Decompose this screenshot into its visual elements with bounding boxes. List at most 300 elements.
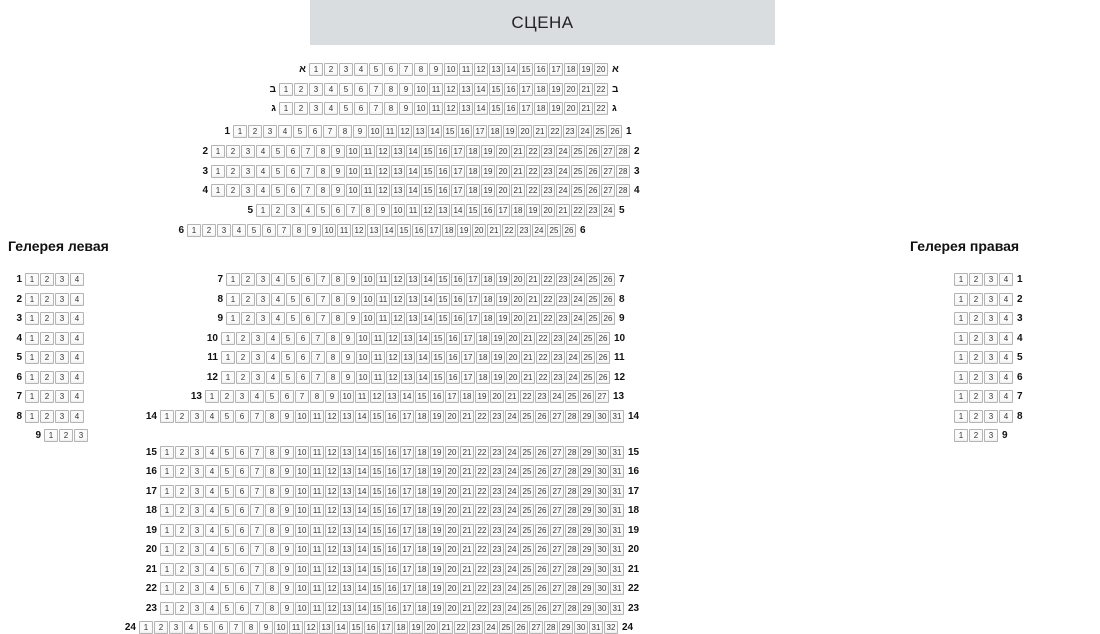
seat[interactable]: 3 xyxy=(984,429,998,442)
seat[interactable]: 9 xyxy=(280,465,294,478)
seat[interactable]: 17 xyxy=(400,446,414,459)
seat[interactable]: 22 xyxy=(536,371,550,384)
seat[interactable]: 17 xyxy=(400,410,414,423)
seat[interactable]: 1 xyxy=(160,446,174,459)
seat[interactable]: 27 xyxy=(550,446,564,459)
seat[interactable]: 18 xyxy=(415,446,429,459)
seat[interactable]: 28 xyxy=(616,165,630,178)
seat[interactable]: 27 xyxy=(550,582,564,595)
seat[interactable]: 16 xyxy=(451,293,465,306)
seat[interactable]: 7 xyxy=(250,582,264,595)
seat[interactable]: 29 xyxy=(580,410,594,423)
seat[interactable]: 11 xyxy=(371,351,385,364)
seat[interactable]: 3 xyxy=(190,602,204,615)
seat[interactable]: 12 xyxy=(376,145,390,158)
seat[interactable]: 10 xyxy=(414,83,428,96)
seat[interactable]: 2 xyxy=(241,312,255,325)
seat[interactable]: 15 xyxy=(370,543,384,556)
seat[interactable]: 6 xyxy=(331,204,345,217)
seat[interactable]: 29 xyxy=(580,465,594,478)
seat[interactable]: 23 xyxy=(490,582,504,595)
seat[interactable]: 23 xyxy=(490,446,504,459)
seat[interactable]: 11 xyxy=(376,273,390,286)
seat[interactable]: 6 xyxy=(296,332,310,345)
seat[interactable]: 18 xyxy=(476,351,490,364)
seat[interactable]: 24 xyxy=(556,145,570,158)
seat[interactable]: 29 xyxy=(580,602,594,615)
seat[interactable]: 6 xyxy=(235,563,249,576)
seat[interactable]: 16 xyxy=(385,582,399,595)
seat[interactable]: 5 xyxy=(369,63,383,76)
seat[interactable]: 5 xyxy=(220,602,234,615)
seat[interactable]: 1 xyxy=(954,410,968,423)
seat[interactable]: 27 xyxy=(595,390,609,403)
seat[interactable]: 14 xyxy=(382,224,396,237)
seat[interactable]: 11 xyxy=(310,602,324,615)
seat[interactable]: 17 xyxy=(461,371,475,384)
seat[interactable]: 16 xyxy=(385,602,399,615)
seat[interactable]: 12 xyxy=(391,273,405,286)
seat[interactable]: 11 xyxy=(376,293,390,306)
seat[interactable]: 10 xyxy=(295,504,309,517)
seat[interactable]: 3 xyxy=(55,390,69,403)
seat[interactable]: 9 xyxy=(331,145,345,158)
seat[interactable]: 17 xyxy=(427,224,441,237)
seat[interactable]: 3 xyxy=(984,273,998,286)
seat[interactable]: 23 xyxy=(490,465,504,478)
seat[interactable]: 1 xyxy=(233,125,247,138)
seat[interactable]: 7 xyxy=(311,351,325,364)
seat[interactable]: 21 xyxy=(533,125,547,138)
seat[interactable]: 12 xyxy=(325,543,339,556)
seat[interactable]: 22 xyxy=(526,165,540,178)
seat[interactable]: 13 xyxy=(391,184,405,197)
seat[interactable]: 6 xyxy=(262,224,276,237)
seat[interactable]: 4 xyxy=(205,524,219,537)
seat[interactable]: 20 xyxy=(445,524,459,537)
seat[interactable]: 2 xyxy=(220,390,234,403)
seat[interactable]: 3 xyxy=(256,273,270,286)
seat[interactable]: 19 xyxy=(491,332,505,345)
seat[interactable]: 3 xyxy=(55,410,69,423)
seat[interactable]: 8 xyxy=(265,582,279,595)
seat[interactable]: 6 xyxy=(384,63,398,76)
seat[interactable]: 5 xyxy=(220,446,234,459)
seat[interactable]: 4 xyxy=(266,332,280,345)
seat[interactable]: 14 xyxy=(421,293,435,306)
seat[interactable]: 2 xyxy=(175,485,189,498)
seat[interactable]: 20 xyxy=(541,204,555,217)
seat[interactable]: 31 xyxy=(610,582,624,595)
seat[interactable]: 14 xyxy=(416,332,430,345)
seat[interactable]: 7 xyxy=(250,563,264,576)
seat[interactable]: 17 xyxy=(473,125,487,138)
seat[interactable]: 17 xyxy=(445,390,459,403)
seat[interactable]: 22 xyxy=(536,351,550,364)
seat[interactable]: 3 xyxy=(309,83,323,96)
seat[interactable]: 20 xyxy=(506,332,520,345)
seat[interactable]: 29 xyxy=(580,563,594,576)
seat[interactable]: 21 xyxy=(511,165,525,178)
seat[interactable]: 9 xyxy=(399,83,413,96)
seat[interactable]: 13 xyxy=(340,465,354,478)
seat[interactable]: 15 xyxy=(431,371,445,384)
seat[interactable]: 23 xyxy=(551,371,565,384)
seat[interactable]: 9 xyxy=(280,524,294,537)
seat[interactable]: 17 xyxy=(466,273,480,286)
seat[interactable]: 1 xyxy=(211,184,225,197)
seat[interactable]: 31 xyxy=(610,504,624,517)
seat[interactable]: 24 xyxy=(484,621,498,634)
seat[interactable]: 1 xyxy=(954,371,968,384)
seat[interactable]: 20 xyxy=(445,465,459,478)
seat[interactable]: 25 xyxy=(520,485,534,498)
seat[interactable]: 21 xyxy=(460,446,474,459)
seat[interactable]: 21 xyxy=(460,563,474,576)
seat[interactable]: 18 xyxy=(481,312,495,325)
seat[interactable]: 19 xyxy=(496,312,510,325)
seat[interactable]: 25 xyxy=(586,293,600,306)
seat[interactable]: 4 xyxy=(271,312,285,325)
seat[interactable]: 4 xyxy=(70,293,84,306)
seat[interactable]: 5 xyxy=(271,184,285,197)
seat[interactable]: 9 xyxy=(280,485,294,498)
seat[interactable]: 16 xyxy=(481,204,495,217)
seat[interactable]: 19 xyxy=(491,371,505,384)
seat[interactable]: 25 xyxy=(520,504,534,517)
seat[interactable]: 2 xyxy=(40,410,54,423)
seat[interactable]: 20 xyxy=(594,63,608,76)
seat[interactable]: 22 xyxy=(475,504,489,517)
seat[interactable]: 19 xyxy=(409,621,423,634)
seat[interactable]: 30 xyxy=(595,465,609,478)
seat[interactable]: 6 xyxy=(308,125,322,138)
seat[interactable]: 17 xyxy=(451,145,465,158)
seat[interactable]: 11 xyxy=(371,332,385,345)
seat[interactable]: 18 xyxy=(415,563,429,576)
seat[interactable]: 10 xyxy=(391,204,405,217)
seat[interactable]: 5 xyxy=(286,312,300,325)
seat[interactable]: 11 xyxy=(289,621,303,634)
seat[interactable]: 18 xyxy=(564,63,578,76)
seat[interactable]: 30 xyxy=(595,410,609,423)
seat[interactable]: 23 xyxy=(541,145,555,158)
seat[interactable]: 4 xyxy=(256,184,270,197)
seat[interactable]: 19 xyxy=(430,543,444,556)
seat[interactable]: 11 xyxy=(361,145,375,158)
seat[interactable]: 20 xyxy=(445,410,459,423)
seat[interactable]: 13 xyxy=(391,145,405,158)
seat[interactable]: 5 xyxy=(316,204,330,217)
seat[interactable]: 2 xyxy=(241,293,255,306)
seat[interactable]: 19 xyxy=(503,125,517,138)
seat[interactable]: 22 xyxy=(502,224,516,237)
seat[interactable]: 18 xyxy=(415,543,429,556)
seat[interactable]: 2 xyxy=(969,332,983,345)
seat[interactable]: 6 xyxy=(296,351,310,364)
seat[interactable]: 31 xyxy=(610,446,624,459)
seat[interactable]: 6 xyxy=(301,293,315,306)
seat[interactable]: 13 xyxy=(489,63,503,76)
seat[interactable]: 1 xyxy=(187,224,201,237)
seat[interactable]: 21 xyxy=(460,410,474,423)
seat[interactable]: 2 xyxy=(226,184,240,197)
seat[interactable]: 23 xyxy=(517,224,531,237)
seat[interactable]: 12 xyxy=(325,524,339,537)
seat[interactable]: 1 xyxy=(954,293,968,306)
seat[interactable]: 5 xyxy=(286,293,300,306)
seat[interactable]: 12 xyxy=(376,184,390,197)
seat[interactable]: 8 xyxy=(265,485,279,498)
seat[interactable]: 10 xyxy=(322,224,336,237)
seat[interactable]: 26 xyxy=(535,582,549,595)
seat[interactable]: 8 xyxy=(331,312,345,325)
seat[interactable]: 13 xyxy=(340,524,354,537)
seat[interactable]: 1 xyxy=(160,524,174,537)
seat[interactable]: 24 xyxy=(571,293,585,306)
seat[interactable]: 27 xyxy=(550,410,564,423)
seat[interactable]: 3 xyxy=(339,63,353,76)
seat[interactable]: 23 xyxy=(541,184,555,197)
seat[interactable]: 1 xyxy=(160,563,174,576)
seat[interactable]: 9 xyxy=(331,165,345,178)
seat[interactable]: 15 xyxy=(436,312,450,325)
seat[interactable]: 29 xyxy=(580,524,594,537)
seat[interactable]: 17 xyxy=(466,293,480,306)
seat[interactable]: 10 xyxy=(295,446,309,459)
seat[interactable]: 2 xyxy=(175,543,189,556)
seat[interactable]: 25 xyxy=(581,332,595,345)
seat[interactable]: 1 xyxy=(226,273,240,286)
seat[interactable]: 3 xyxy=(251,332,265,345)
seat[interactable]: 18 xyxy=(534,102,548,115)
seat[interactable]: 25 xyxy=(520,446,534,459)
seat[interactable]: 26 xyxy=(596,332,610,345)
seat[interactable]: 2 xyxy=(969,390,983,403)
seat[interactable]: 26 xyxy=(608,125,622,138)
seat[interactable]: 3 xyxy=(984,351,998,364)
seat[interactable]: 10 xyxy=(368,125,382,138)
seat[interactable]: 14 xyxy=(355,410,369,423)
seat[interactable]: 3 xyxy=(984,332,998,345)
seat[interactable]: 22 xyxy=(475,543,489,556)
seat[interactable]: 16 xyxy=(504,83,518,96)
seat[interactable]: 5 xyxy=(220,410,234,423)
seat[interactable]: 28 xyxy=(565,524,579,537)
seat[interactable]: 20 xyxy=(511,293,525,306)
seat[interactable]: 13 xyxy=(340,563,354,576)
seat[interactable]: 4 xyxy=(999,410,1013,423)
seat[interactable]: 15 xyxy=(370,410,384,423)
seat[interactable]: 20 xyxy=(518,125,532,138)
seat[interactable]: 26 xyxy=(596,351,610,364)
seat[interactable]: 1 xyxy=(954,351,968,364)
seat[interactable]: 1 xyxy=(221,332,235,345)
seat[interactable]: 11 xyxy=(310,446,324,459)
seat[interactable]: 23 xyxy=(490,563,504,576)
seat[interactable]: 27 xyxy=(550,543,564,556)
seat[interactable]: 20 xyxy=(445,485,459,498)
seat[interactable]: 17 xyxy=(496,204,510,217)
seat[interactable]: 19 xyxy=(549,83,563,96)
seat[interactable]: 11 xyxy=(310,543,324,556)
seat[interactable]: 14 xyxy=(355,563,369,576)
seat[interactable]: 2 xyxy=(241,273,255,286)
seat[interactable]: 13 xyxy=(340,582,354,595)
seat[interactable]: 10 xyxy=(361,312,375,325)
seat[interactable]: 4 xyxy=(70,351,84,364)
seat[interactable]: 4 xyxy=(271,273,285,286)
seat[interactable]: 9 xyxy=(346,312,360,325)
seat[interactable]: 1 xyxy=(44,429,58,442)
seat[interactable]: 24 xyxy=(532,224,546,237)
seat[interactable]: 7 xyxy=(316,293,330,306)
seat[interactable]: 14 xyxy=(416,351,430,364)
seat[interactable]: 7 xyxy=(316,312,330,325)
seat[interactable]: 16 xyxy=(446,332,460,345)
seat[interactable]: 4 xyxy=(205,582,219,595)
seat[interactable]: 17 xyxy=(461,332,475,345)
seat[interactable]: 22 xyxy=(475,563,489,576)
seat[interactable]: 1 xyxy=(279,83,293,96)
seat[interactable]: 3 xyxy=(217,224,231,237)
seat[interactable]: 7 xyxy=(311,371,325,384)
seat[interactable]: 12 xyxy=(304,621,318,634)
seat[interactable]: 3 xyxy=(74,429,88,442)
seat[interactable]: 19 xyxy=(430,602,444,615)
seat[interactable]: 9 xyxy=(259,621,273,634)
seat[interactable]: 16 xyxy=(364,621,378,634)
seat[interactable]: 4 xyxy=(205,563,219,576)
seat[interactable]: 4 xyxy=(999,293,1013,306)
seat[interactable]: 5 xyxy=(286,273,300,286)
seat[interactable]: 31 xyxy=(610,602,624,615)
seat[interactable]: 17 xyxy=(461,351,475,364)
seat[interactable]: 25 xyxy=(565,390,579,403)
seat[interactable]: 30 xyxy=(595,543,609,556)
seat[interactable]: 4 xyxy=(232,224,246,237)
seat[interactable]: 24 xyxy=(505,582,519,595)
seat[interactable]: 12 xyxy=(325,446,339,459)
seat[interactable]: 5 xyxy=(220,524,234,537)
seat[interactable]: 18 xyxy=(476,332,490,345)
seat[interactable]: 25 xyxy=(593,125,607,138)
seat[interactable]: 12 xyxy=(352,224,366,237)
seat[interactable]: 3 xyxy=(251,371,265,384)
seat[interactable]: 7 xyxy=(250,504,264,517)
seat[interactable]: 14 xyxy=(406,165,420,178)
seat[interactable]: 5 xyxy=(220,485,234,498)
seat[interactable]: 20 xyxy=(511,273,525,286)
seat[interactable]: 23 xyxy=(541,165,555,178)
seat[interactable]: 21 xyxy=(526,293,540,306)
seat[interactable]: 3 xyxy=(984,293,998,306)
seat[interactable]: 23 xyxy=(490,485,504,498)
seat[interactable]: 9 xyxy=(280,410,294,423)
seat[interactable]: 25 xyxy=(499,621,513,634)
seat[interactable]: 3 xyxy=(984,312,998,325)
seat[interactable]: 6 xyxy=(286,145,300,158)
seat[interactable]: 24 xyxy=(505,485,519,498)
seat[interactable]: 12 xyxy=(474,63,488,76)
seat[interactable]: 12 xyxy=(386,371,400,384)
seat[interactable]: 7 xyxy=(250,465,264,478)
seat[interactable]: 9 xyxy=(376,204,390,217)
seat[interactable]: 26 xyxy=(580,390,594,403)
seat[interactable]: 19 xyxy=(430,524,444,537)
seat[interactable]: 26 xyxy=(535,465,549,478)
seat[interactable]: 27 xyxy=(601,165,615,178)
seat[interactable]: 28 xyxy=(616,184,630,197)
seat[interactable]: 3 xyxy=(309,102,323,115)
seat[interactable]: 7 xyxy=(250,602,264,615)
seat[interactable]: 14 xyxy=(355,602,369,615)
seat[interactable]: 16 xyxy=(534,63,548,76)
seat[interactable]: 21 xyxy=(526,273,540,286)
seat[interactable]: 28 xyxy=(565,602,579,615)
seat[interactable]: 13 xyxy=(401,371,415,384)
seat[interactable]: 22 xyxy=(541,293,555,306)
seat[interactable]: 23 xyxy=(535,390,549,403)
seat[interactable]: 4 xyxy=(250,390,264,403)
seat[interactable]: 1 xyxy=(160,602,174,615)
seat[interactable]: 25 xyxy=(520,582,534,595)
seat[interactable]: 12 xyxy=(386,351,400,364)
seat[interactable]: 6 xyxy=(354,102,368,115)
seat[interactable]: 4 xyxy=(205,543,219,556)
seat[interactable]: 22 xyxy=(475,446,489,459)
seat[interactable]: 14 xyxy=(406,184,420,197)
seat[interactable]: 8 xyxy=(244,621,258,634)
seat[interactable]: 15 xyxy=(443,125,457,138)
seat[interactable]: 20 xyxy=(445,446,459,459)
seat[interactable]: 5 xyxy=(220,465,234,478)
seat[interactable]: 1 xyxy=(309,63,323,76)
seat[interactable]: 13 xyxy=(436,204,450,217)
seat[interactable]: 5 xyxy=(220,504,234,517)
seat[interactable]: 2 xyxy=(154,621,168,634)
seat[interactable]: 4 xyxy=(70,332,84,345)
seat[interactable]: 2 xyxy=(324,63,338,76)
seat[interactable]: 11 xyxy=(337,224,351,237)
seat[interactable]: 18 xyxy=(466,165,480,178)
seat[interactable]: 2 xyxy=(59,429,73,442)
seat[interactable]: 1 xyxy=(25,293,39,306)
seat[interactable]: 23 xyxy=(469,621,483,634)
seat[interactable]: 20 xyxy=(490,390,504,403)
seat[interactable]: 22 xyxy=(475,582,489,595)
seat[interactable]: 10 xyxy=(295,602,309,615)
seat[interactable]: 4 xyxy=(205,446,219,459)
seat[interactable]: 2 xyxy=(271,204,285,217)
seat[interactable]: 26 xyxy=(586,165,600,178)
seat[interactable]: 3 xyxy=(241,145,255,158)
seat[interactable]: 20 xyxy=(564,83,578,96)
seat[interactable]: 3 xyxy=(55,273,69,286)
seat[interactable]: 21 xyxy=(511,145,525,158)
seat[interactable]: 25 xyxy=(586,312,600,325)
seat[interactable]: 4 xyxy=(999,273,1013,286)
seat[interactable]: 22 xyxy=(520,390,534,403)
seat[interactable]: 3 xyxy=(241,184,255,197)
seat[interactable]: 29 xyxy=(559,621,573,634)
seat[interactable]: 2 xyxy=(40,351,54,364)
seat[interactable]: 16 xyxy=(451,273,465,286)
seat[interactable]: 14 xyxy=(474,102,488,115)
seat[interactable]: 17 xyxy=(400,504,414,517)
seat[interactable]: 12 xyxy=(325,582,339,595)
seat[interactable]: 26 xyxy=(562,224,576,237)
